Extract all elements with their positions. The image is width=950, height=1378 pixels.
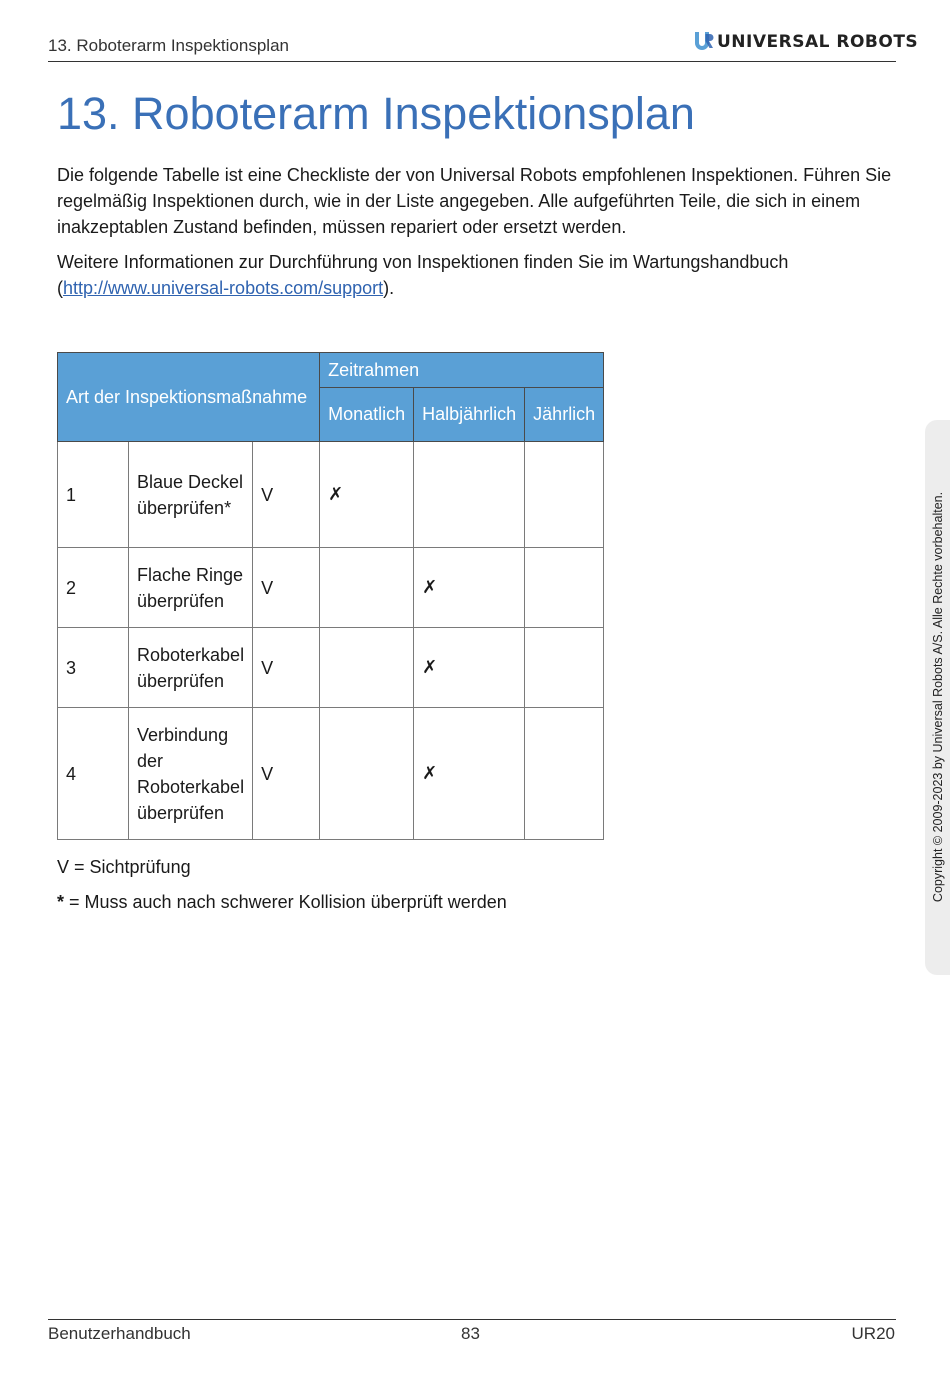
page-title: 13. Roboterarm Inspektionsplan (57, 88, 695, 139)
row-yearly-mark (525, 442, 604, 548)
legend-star-text: = Muss auch nach schwerer Kollision überprüft werden (64, 892, 507, 912)
row-item: Flache Ringe überprüfen (129, 548, 253, 628)
table-row (58, 708, 604, 840)
intro-paragraph: Die folgende Tabelle ist eine Checkliste der von Universal Robots empfohlenen Inspektionen. Führen Sie regelmäßig Inspektionen durch, wie in der Liste angegeben. Alle aufgeführten Teile, die sich in einem inakzeptablen Zustand befinden, müssen repariert oder ersetzt werden. (57, 165, 892, 237)
row-type: V (253, 708, 320, 840)
header-divider (48, 61, 896, 62)
row-halfyearly-mark: ✗ (414, 548, 525, 628)
row-number: 3 (58, 628, 129, 708)
header-monthly: Monatlich (320, 387, 414, 441)
logo-text: UNIVERSAL ROBOTS (717, 32, 919, 52)
row-item: Blaue Deckel überprüfen* (129, 442, 253, 548)
row-monthly-mark (320, 708, 414, 840)
row-number: 2 (58, 548, 129, 628)
page-number: 83 (461, 1324, 480, 1343)
row-number: 1 (58, 442, 129, 548)
footer-model: UR20 (851, 1324, 895, 1343)
row-item: Roboterkabel überprüfen (129, 628, 253, 708)
header-timeframe: Zeitrahmen (320, 353, 604, 388)
info-text: Weitere Informationen zur Durchführung von Inspektionen finden Sie im Wartungshandbuch ( (57, 252, 789, 298)
table-row (58, 442, 604, 548)
row-yearly-mark (525, 548, 604, 628)
legend-visual-check: V = Sichtprüfung (57, 857, 191, 877)
row-item: Verbindung der Roboterkabel überprüfen (129, 708, 253, 840)
row-number: 4 (58, 708, 129, 840)
row-monthly-mark (320, 628, 414, 708)
copyright-notice: Copyright © 2009-2023 by Universal Robots A/S. Alle Rechte vorbehalten. (931, 491, 945, 903)
row-monthly-mark (320, 548, 414, 628)
inspection-table (57, 352, 604, 840)
header-halfyearly: Halbjährlich (414, 387, 525, 441)
table-row (58, 548, 604, 628)
legend-collision-note (57, 892, 507, 913)
row-halfyearly-mark (414, 442, 525, 548)
row-yearly-mark (525, 628, 604, 708)
legend-star: * (57, 892, 65, 912)
row-type: V (253, 442, 320, 548)
table-row (58, 628, 604, 708)
footer-manual-name: Benutzerhandbuch (48, 1324, 191, 1343)
running-header-title: 13. Roboterarm Inspektionsplan (48, 36, 289, 55)
universal-robots-logo (693, 18, 918, 52)
row-type: V (253, 548, 320, 628)
info-text-end: ). (383, 278, 395, 298)
header-yearly: Jährlich (525, 387, 604, 441)
row-monthly-mark: ✗ (320, 442, 414, 548)
header-inspection-type: Art der Inspektionsmaßnahme (58, 353, 320, 442)
row-type: V (253, 628, 320, 708)
row-yearly-mark (525, 708, 604, 840)
ur-logo-icon (693, 30, 715, 52)
info-paragraph (57, 249, 893, 301)
footer-divider (48, 1319, 896, 1320)
row-halfyearly-mark: ✗ (414, 708, 525, 840)
support-link[interactable]: http://www.universal-robots.com/support (63, 278, 384, 298)
row-halfyearly-mark: ✗ (414, 628, 525, 708)
